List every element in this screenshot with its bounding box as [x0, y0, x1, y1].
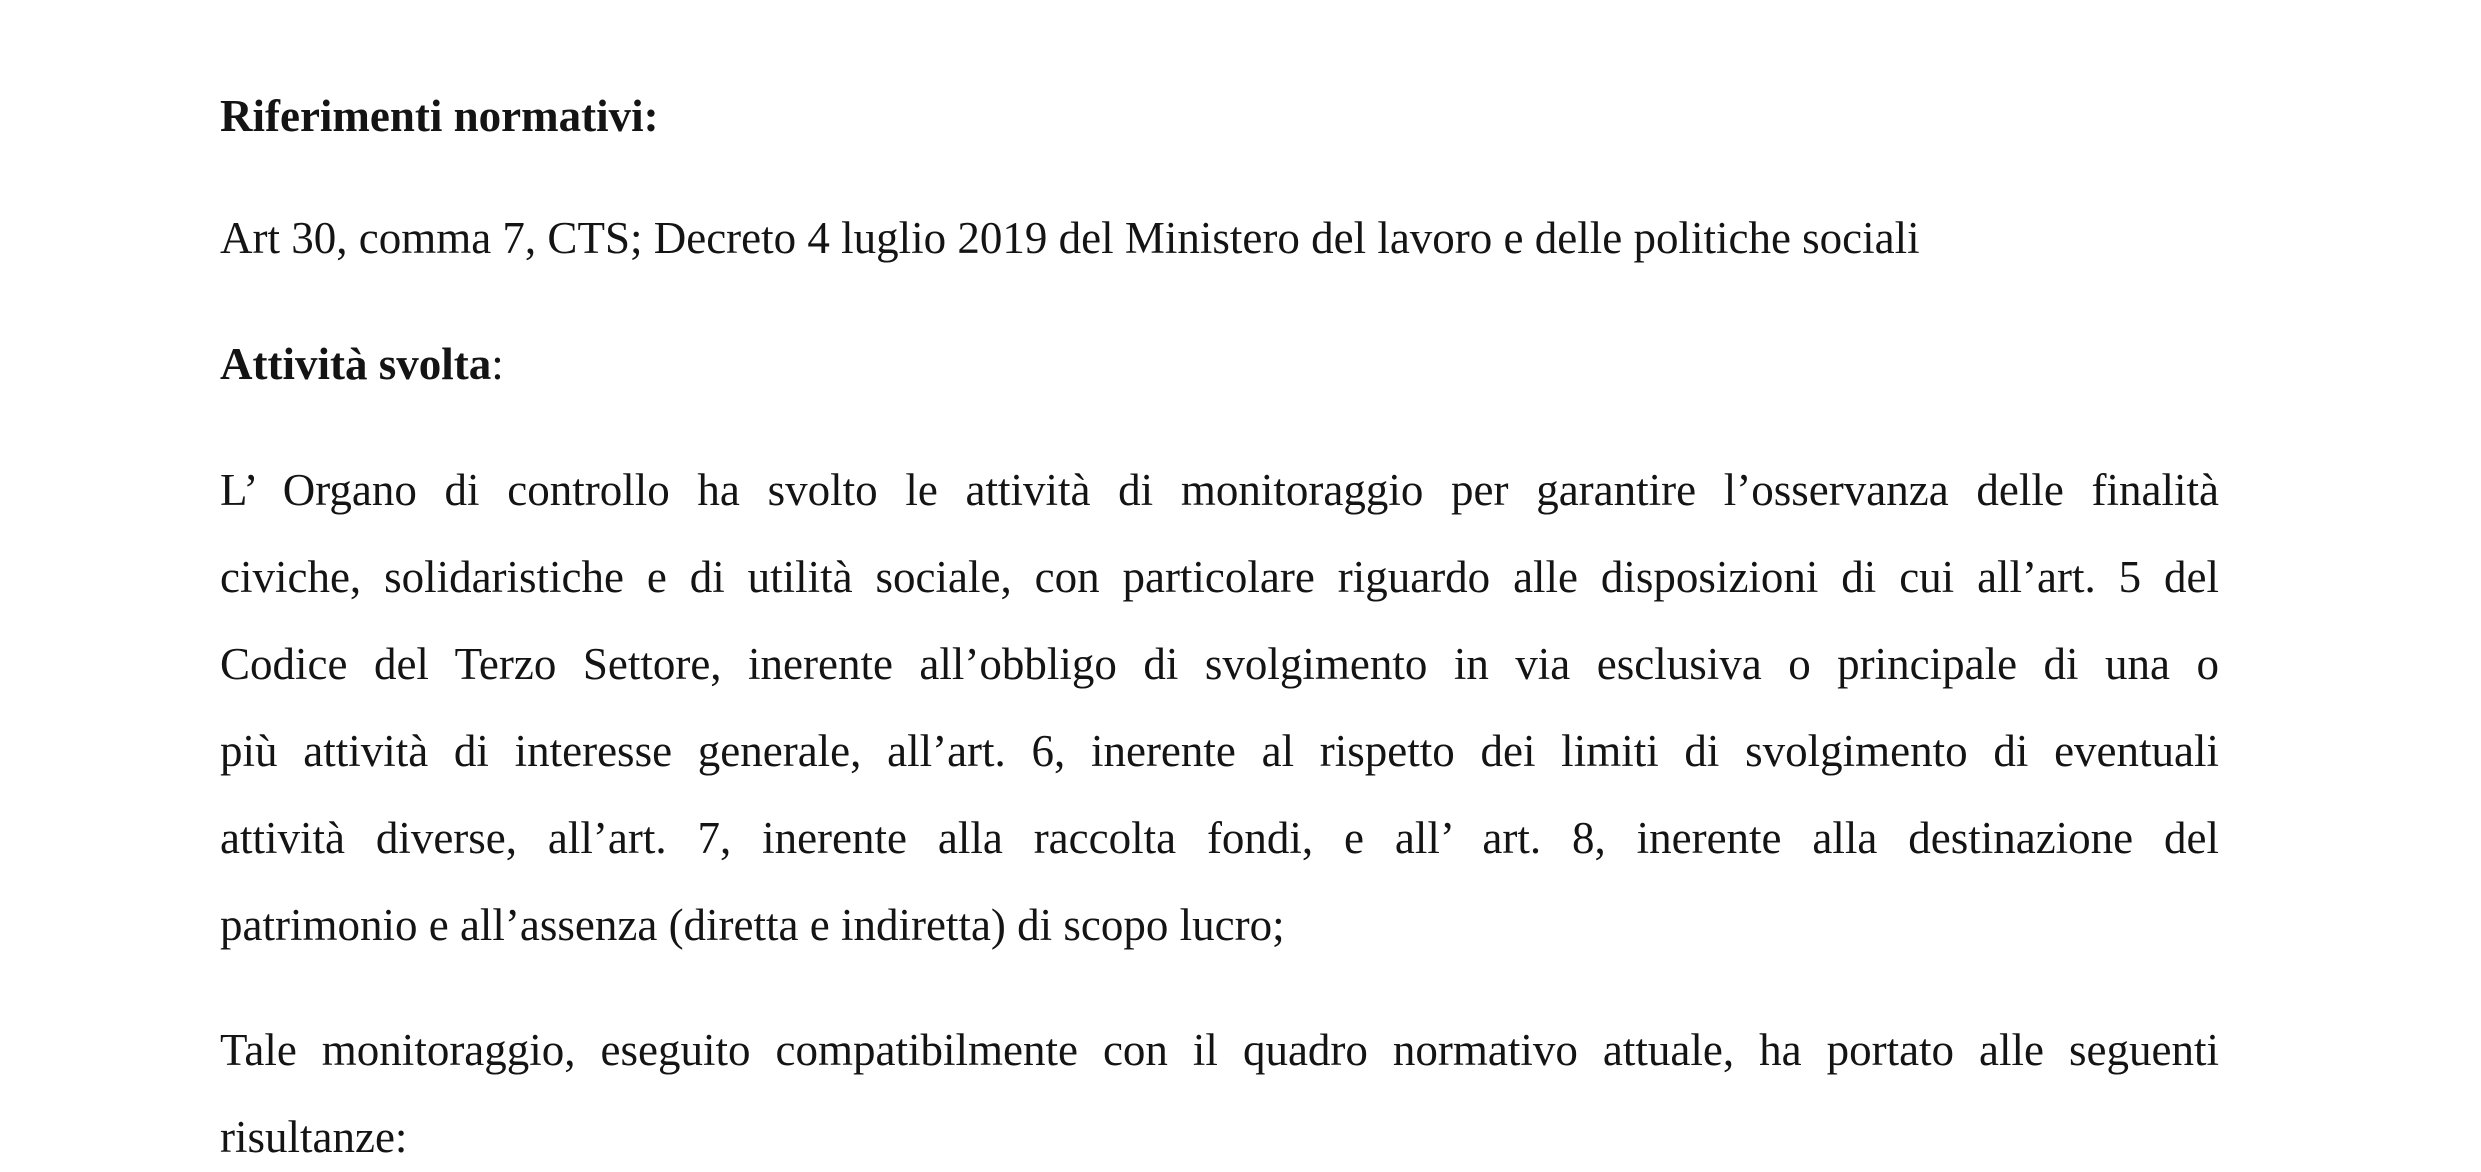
heading-activity: Attività svolta — [220, 339, 492, 389]
heading-activity-colon: : — [491, 339, 504, 389]
paragraph-line: Tale monitoraggio, eseguito compatibilmente con il quadro normativo attuale, ha portato alle seguenti — [220, 1025, 2219, 1075]
paragraph-line: Codice del Terzo Settore, inerente all’obbligo di svolgimento in via esclusiva o principale di una o — [220, 639, 2219, 689]
normative-references-text: Art 30, comma 7, CTS; Decreto 4 luglio 2019 del Ministero del lavoro e delle politiche sociali — [220, 213, 1920, 263]
heading-activity-line — [220, 336, 504, 392]
heading-normative-references: Riferimenti normativi: — [220, 91, 659, 141]
paragraph-line: attività diverse, all’art. 7, inerente alla raccolta fondi, e all’ art. 8, inerente alla destinazione del — [220, 813, 2219, 863]
paragraph-line: risultanze: — [220, 1112, 408, 1162]
paragraph-line: più attività di interesse generale, all’art. 6, inerente al rispetto dei limiti di svolgimento di eventuali — [220, 726, 2219, 776]
paragraph-line: civiche, solidaristiche e di utilità sociale, con particolare riguardo alle disposizioni di cui all’art. 5 del — [220, 552, 2219, 602]
paragraph-line: patrimonio e all’assenza (diretta e indiretta) di scopo lucro; — [220, 900, 1285, 950]
paragraph-line: L’ Organo di controllo ha svolto le attività di monitoraggio per garantire l’osservanza delle finalità — [220, 465, 2219, 515]
